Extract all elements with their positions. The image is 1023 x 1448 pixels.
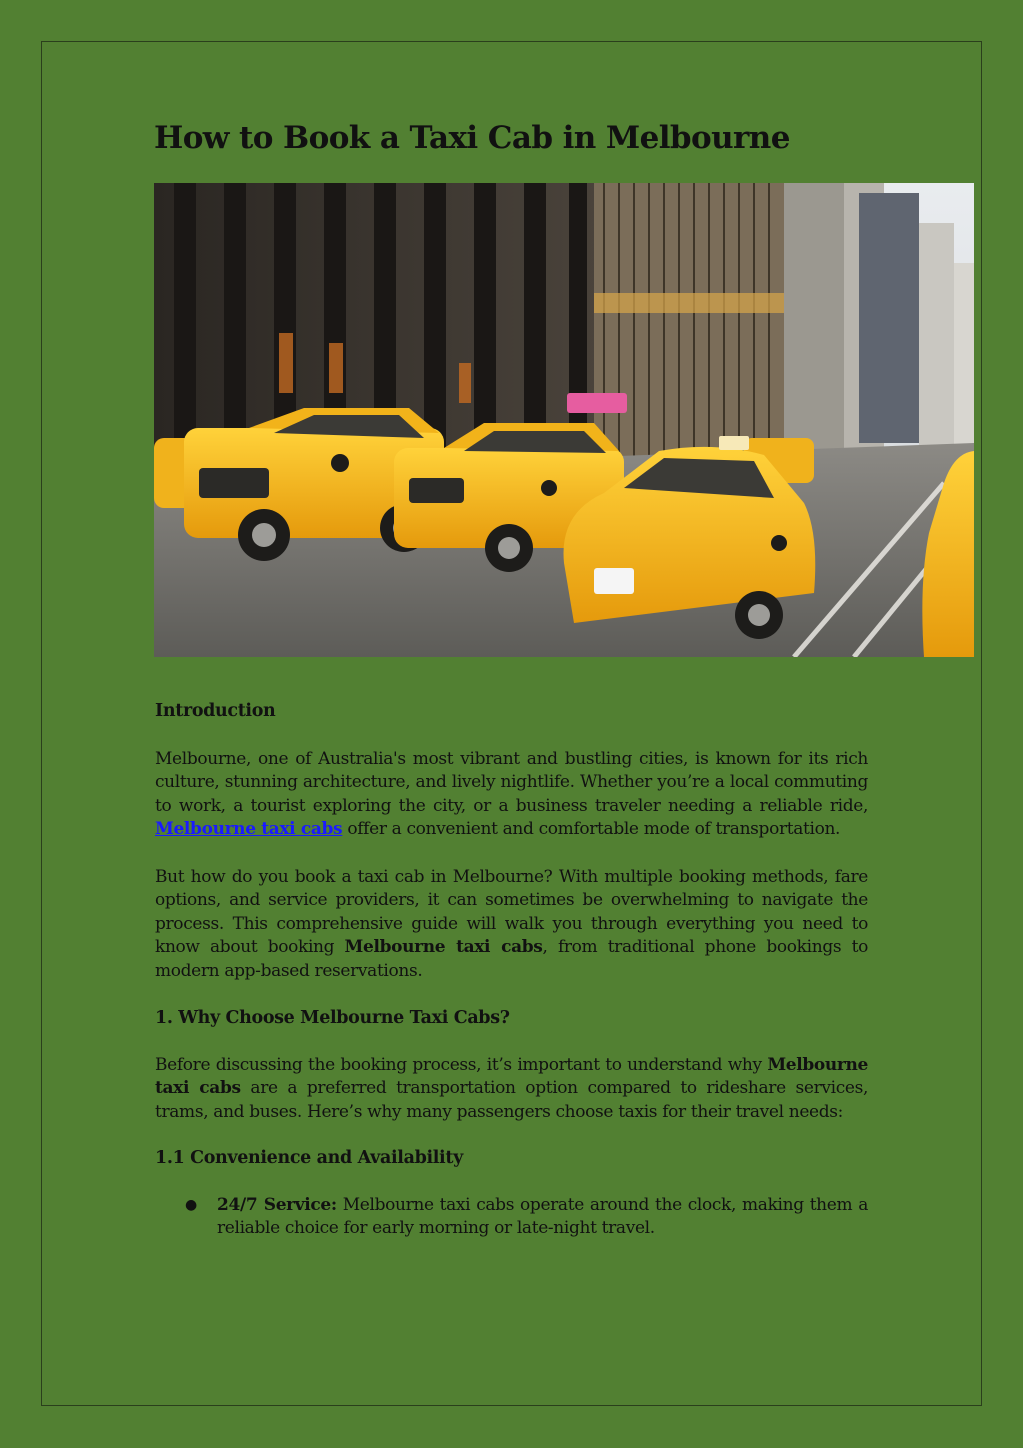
- heading-introduction: Introduction: [155, 701, 276, 721]
- paragraph-intro-1: [155, 748, 868, 842]
- bullet-body: Melbourne taxi cabs operate around the clock, making them a reliable choice for early morning or late-night travel.: [217, 1194, 868, 1238]
- melbourne-taxi-cabs-link[interactable]: Melbourne taxi cabs: [155, 819, 343, 839]
- why-text: Before discussing the booking process, it’s important to understand why: [155, 1054, 768, 1075]
- why-bold: Melbourne taxi cabs: [155, 1054, 868, 1098]
- heading-convenience: 1.1 Convenience and Availability: [155, 1148, 463, 1168]
- intro-1-text: Melbourne, one of Australia's most vibrant and bustling cities, is known for its rich culture, stunning architecture, and lively nightlife. Whether you’re a local commuting to work, a tourist exploring the city, or a business traveler needing a reliable ride,: [155, 748, 868, 816]
- bullet-text: [217, 1194, 868, 1241]
- intro-2-text: But how do you book a taxi cab in Melbourne? With multiple booking methods, fare options, and service providers, it can sometimes be overwhelming to navigate the process. This comprehensive guide will walk you through everything you need to know about booking: [155, 866, 868, 957]
- list-item: [155, 1194, 868, 1241]
- heading-why-choose: 1. Why Choose Melbourne Taxi Cabs?: [155, 1008, 510, 1028]
- why-text-end: are a preferred transportation option compared to rideshare services, trams, and buses. Here’s why many passengers choose taxis for their travel needs:: [155, 1078, 868, 1122]
- page-title: How to Book a Taxi Cab in Melbourne: [154, 120, 790, 156]
- taxi-street-photo: [154, 183, 974, 657]
- intro-1-text-end: offer a convenient and comfortable mode of transportation.: [342, 819, 841, 839]
- intro-2-text-end: , from traditional phone bookings to modern app-based reservations.: [155, 937, 868, 981]
- bullet-bold: 24/7 Service:: [217, 1194, 337, 1215]
- article-body: [155, 700, 868, 1241]
- intro-2-bold: Melbourne taxi cabs: [344, 937, 543, 957]
- bullet-icon: ●: [185, 1196, 197, 1213]
- paragraph-why: [155, 1054, 868, 1125]
- paragraph-intro-2: [155, 866, 868, 984]
